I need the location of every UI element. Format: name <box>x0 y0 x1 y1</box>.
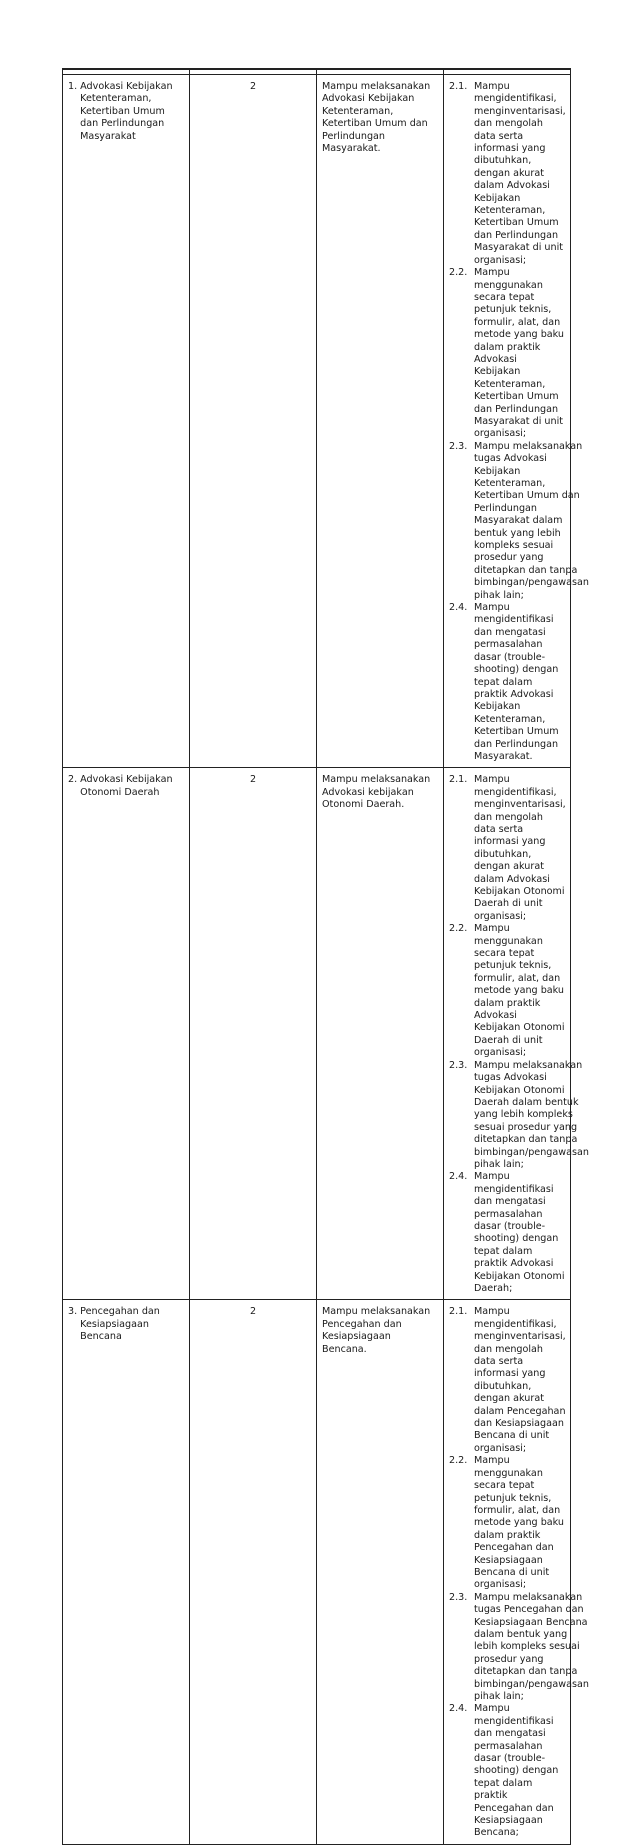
indicator-text: Mampu menggunakan secara tepat petunjuk teknis, formulir, alat, dan metode yang baku dalam praktik Pencegahan dan Kesiapsiagaan Bencana di unit organisasi; <box>474 1455 565 1591</box>
competency-name: Pencegahan dan Kesiapsiagaan Bencana <box>80 1306 160 1343</box>
indicator-number: 2.1. <box>449 774 468 786</box>
indicator-text: Mampu mengidentifikasi, menginventarisasi, dan mengolah data serta informasi yang dibutuhkan, dengan akurat dalam Advokasi Kebijakan Ketenteraman, Ketertiban Umum dan Perlindungan Masyarakat di unit organisasi; <box>474 81 566 266</box>
competency-name: Advokasi Kebijakan Otonomi Daerah <box>80 774 173 798</box>
list-item <box>449 1059 589 1172</box>
list-item <box>449 1591 589 1704</box>
indicator-number: 2.1. <box>449 1306 468 1318</box>
indicator-number: 2.2. <box>449 923 468 935</box>
list-item <box>449 774 565 923</box>
competency-description: Mampu melaksanakan Pencegahan dan Kesiapsiagaan Bencana. <box>317 1300 444 1844</box>
indicator-text: Mampu menggunakan secara tepat petunjuk teknis, formulir, alat, dan metode yang baku dalam praktik Advokasi Kebijakan Ketenteraman, Ketertiban Umum dan Perlindungan Masyarakat di unit organisasi; <box>474 267 565 440</box>
list-item <box>449 923 565 1059</box>
indicator-text: Mampu menggunakan secara tepat petunjuk teknis, formulir, alat, dan metode yang baku dalam praktik Advokasi Kebijakan Otonomi Daerah di unit organisasi; <box>474 923 565 1059</box>
level-cell: 2 <box>190 1300 317 1844</box>
indicator-list <box>449 1306 589 1839</box>
indicator-text: Mampu melaksanakan tugas Advokasi Kebijakan Ketenteraman, Ketertiban Umum dan Perlindungan Masyarakat dalam bentuk yang lebih kompleks sesuai prosedur yang ditetapkan dan tanpa bimbingan/pengawasan pihak lain; <box>474 440 589 601</box>
indicator-cell <box>444 768 589 1300</box>
list-item <box>449 602 565 763</box>
row-number: 2. <box>68 774 78 786</box>
indicator-text: Mampu mengidentifikasi dan mengatasi permasalahan dasar (trouble-shooting) dengan tepat dalam praktik Advokasi Kebijakan Otonomi Daerah; <box>474 1171 565 1294</box>
row-number: 3. <box>68 1306 78 1318</box>
list-item <box>449 1306 565 1455</box>
competency-name-cell <box>63 768 190 1300</box>
table-row <box>63 768 571 1300</box>
indicator-list <box>449 774 589 1295</box>
indicator-number: 2.2. <box>449 267 468 279</box>
competency-description: Mampu melaksanakan Advokasi kebijakan Otonomi Daerah. <box>317 768 444 1300</box>
indicator-text: Mampu melaksanakan tugas Pencegahan dan Kesiapsiagaan Bencana dalam bentuk yang lebih kompleks sesuai prosedur yang ditetapkan dan tanpa bimbingan/pengawasan pihak lain; <box>474 1591 589 1702</box>
indicator-text: Mampu mengidentifikasi dan mengatasi permasalahan dasar (trouble-shooting) dengan tepat dalam praktik Pencegahan dan Kesiapsiagaan Bencana; <box>474 1703 559 1839</box>
competency-description: Mampu melaksanakan Advokasi Kebijakan Ketenteraman, Ketertiban Umum dan Perlindungan Masyarakat. <box>317 75 444 768</box>
level-cell: 2 <box>190 75 317 768</box>
list-item <box>449 1703 565 1839</box>
indicator-number: 2.4. <box>449 1703 468 1715</box>
competency-name: Advokasi Kebijakan Ketenteraman, Ketertiban Umum dan Perlindungan Masyarakat <box>80 81 173 142</box>
indicator-number: 2.3. <box>449 1591 468 1603</box>
indicator-number: 2.2. <box>449 1455 468 1467</box>
indicator-cell <box>444 75 589 768</box>
indicator-text: Mampu mengidentifikasi, menginventarisasi, dan mengolah data serta informasi yang dibutuhkan, dengan akurat dalam Pencegahan dan Kesiapsiagaan Bencana di unit organisasi; <box>474 1306 566 1454</box>
list-item <box>449 81 565 267</box>
list-item <box>449 1171 565 1295</box>
competency-name-cell <box>63 1300 190 1844</box>
competency-table-wrapper <box>62 68 589 1845</box>
list-item <box>449 267 565 441</box>
list-item <box>449 440 589 602</box>
table-row <box>63 75 571 768</box>
indicator-cell <box>444 1300 589 1844</box>
indicator-number: 2.1. <box>449 81 468 92</box>
indicator-number: 2.4. <box>449 602 468 614</box>
competency-table <box>62 68 589 1845</box>
indicator-number: 2.3. <box>449 1059 468 1071</box>
indicator-number: 2.3. <box>449 440 468 452</box>
indicator-text: Mampu melaksanakan tugas Advokasi Kebijakan Otonomi Daerah dalam bentuk yang lebih kompleks sesuai prosedur yang ditetapkan dan tanpa bimbingan/pengawasan pihak lain; <box>474 1059 589 1170</box>
indicator-list <box>449 81 589 763</box>
row-number: 1. <box>68 81 78 92</box>
indicator-text: Mampu mengidentifikasi dan mengatasi permasalahan dasar (trouble-shooting) dengan tepat dalam praktik Advokasi Kebijakan Ketenteraman, Ketertiban Umum dan Perlindungan Masyarakat. <box>474 602 559 762</box>
table-row <box>63 1300 571 1844</box>
level-cell: 2 <box>190 768 317 1300</box>
indicator-text: Mampu mengidentifikasi, menginventarisasi, dan mengolah data serta informasi yang dibutuhkan, dengan akurat dalam Advokasi Kebijakan Otonomi Daerah di unit organisasi; <box>474 774 566 922</box>
indicator-number: 2.4. <box>449 1171 468 1183</box>
competency-name-cell <box>63 75 190 768</box>
list-item <box>449 1455 565 1591</box>
